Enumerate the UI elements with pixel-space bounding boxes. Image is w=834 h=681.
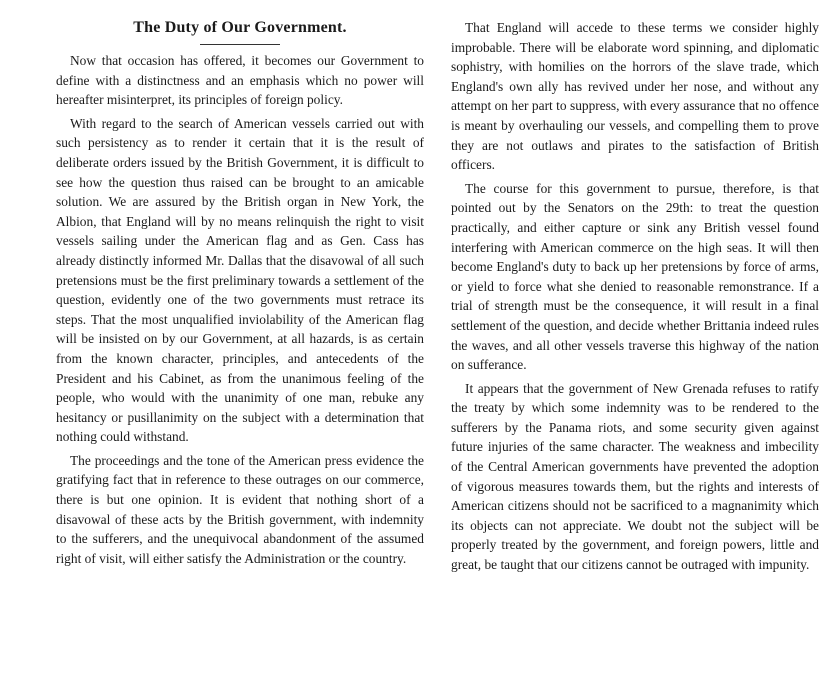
paragraph-4: That England will accede to these terms we consider highly improbable. There will be elaborate word spinning, and diplomatic sophistry, with homilies on the horrors of the slave trade, which England's own ally has revived under her nose, and without any attempt on her part to suppress, with every assurance that no offence is meant by overhauling our vessels, and compelling them to prove they are not outlaws and pirates to the satisfaction of British officers.	[451, 20, 819, 173]
paragraph-6: It appears that the government of New Grenada refuses to ratify the treaty by which some indemnity was to be rendered to the sufferers by the Panama riots, and some security given against future injuries of the same character. The weakness and imbecility of the Central American governments have prevented the adoption of vigorous measures towards them, but the rights and interests of American citizens should not be sacrificed to a magnanimity which its objects can not appreciate. We doubt not the subject will be properly treated by the government, and foreign powers, little and great, be taught that our citizens cannot be outraged with impunity.	[451, 380, 819, 573]
title-rule	[200, 44, 280, 45]
left-column	[56, 14, 424, 572]
article-title: The Duty of Our Government.	[133, 19, 347, 36]
right-column	[451, 14, 819, 579]
paragraph-3: The proceedings and the tone of the American press evidence the gratifying fact that in reference to these outrages on our commerce, there is but one opinion. It is evident that nothing short of a disavowal of these acts by the British government, with indemnity to the sufferers, and the unequivocal abandonment of the assumed right of visit, will either satisfy the Administration or the country.	[56, 452, 424, 566]
paragraph-5: The course for this government to pursue, therefore, is that pointed out by the Senators on the 29th: to treat the question practically, and either capture or sink any British vessel found interfering with American commerce on the high seas. It will then become England's duty to back up her pretensions by force of arms, or yield to force what she denied to reasonable remonstrance. If a trial of strength must be the consequence, it will result in a final settlement of the question, and decide whether Brittania indeed rules the waves, and all other vessels traverse this highway of the nation on sufferance.	[451, 180, 819, 373]
paragraph-2: With regard to the search of American vessels carried out with such persistency as to render it certain that it is the result of deliberate orders issued by the British Government, it is difficult to see how the question thus raised can be brought to an amicable solution. We are assured by the British organ in New York, the Albion, that England will by no means relinquish the right to visit vessels sailing under the American flag and as Gen. Cass has already distinctly informed Mr. Dallas that the disavowal of all such pretensions must be the first preliminary towards a settlement of the question, evidently one of the two governments must retrace its steps. That the most unqualified inviolability of the American flag will be insisted on by our Government, at all hazards, is as certain from the known character, principles, and antecedents of the President and his Cabinet, as from the unanimous feeling of the people, who would with the unanimity of one man, rebuke any hesitancy or pusillanimity on the subject with a determination that nothing could withstand.	[56, 115, 424, 445]
paragraph-1: Now that occasion has offered, it becomes our Government to define with a distinctness and an emphasis which no power will hereafter misinterpret, its principles of foreign policy.	[56, 53, 424, 108]
